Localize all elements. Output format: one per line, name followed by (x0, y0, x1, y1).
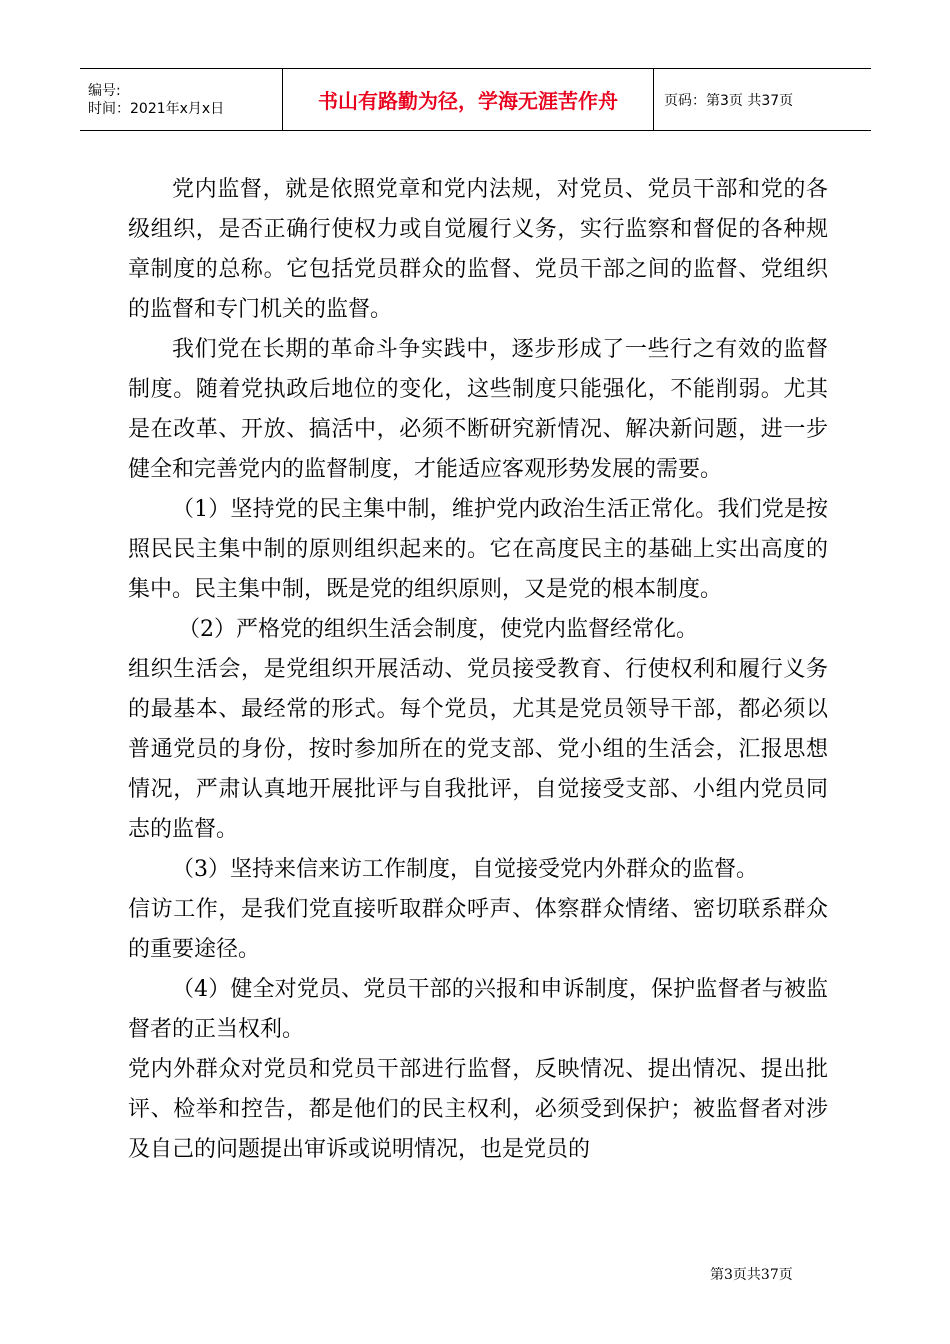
paragraph-item-3-heading: （3）坚持来信来访工作制度，自觉接受党内外群众的监督。 (172, 857, 758, 882)
page-footer: 第3页共37页 (710, 1267, 793, 1283)
document-header (80, 68, 871, 131)
document-number-label: 编号: (88, 82, 121, 99)
document-date: 时间：2021年x月x日 (88, 100, 225, 117)
paragraph-history: 我们党在长期的革命斗争实践中，逐步形成了一些行之有效的监督制度。随着党执政后地位的变化，这些制度只能强化，不能削弱。尤其是在改革、开放、搞活中，必须不断研究新情况、解决新问题，进一步健全和完善党内的监督制度，才能适应客观形势发展的需要。 (128, 337, 828, 482)
paragraph-item-1: （1）坚持党的民主集中制，维护党内政治生活正常化。我们党是按照民民主集中制的原则组织起来的。它在高度民主的基础上实出高度的集中。民主集中制，既是党的组织原则，又是党的根本制度。 (128, 497, 828, 602)
document-body (128, 170, 828, 1170)
paragraph-item-4-body: 党内外群众对党员和党员干部进行监督，反映情况、提出情况、提出批评、检举和控告，都是他们的民主权利，必须受到保护；被监督者对涉及自己的问题提出审诉或说明情况，也是党员的 (128, 1057, 828, 1162)
paragraph-item-2-body: 组织生活会，是党组织开展活动、党员接受教育、行使权利和履行义务的最基本、最经常的形式。每个党员，尤其是党员领导干部，都必须以普通党员的身份，按时参加所在的党支部、党小组的生活会，汇报思想情况，严肃认真地开展批评与自我批评，自觉接受支部、小组内党员同志的监督。 (128, 657, 828, 842)
header-meta-cell (80, 69, 282, 130)
paragraph-item-4-heading: （4）健全对党员、党员干部的兴报和申诉制度，保护监督者与被监督者的正当权利。 (128, 977, 828, 1042)
header-motto-cell (282, 69, 654, 130)
paragraph-definition: 党内监督，就是依照党章和党内法规，对党员、党员干部和党的各级组织，是否正确行使权力或自觉履行义务，实行监察和督促的各种规章制度的总称。它包括党员群众的监督、党员干部之间的监督、党组织的监督和专门机关的监督。 (128, 177, 828, 322)
paragraph-item-3-body: 信访工作，是我们党直接听取群众呼声、体察群众情绪、密切联系群众的重要途径。 (128, 897, 828, 962)
header-page-info: 页码：第3页 共37页 (664, 92, 794, 109)
header-motto: 书山有路勤为径，学海无涯苦作舟 (318, 89, 618, 113)
header-page-cell (654, 69, 871, 130)
paragraph-item-2-heading: （2）严格党的组织生活会制度，使党内监督经常化。 (178, 617, 698, 642)
